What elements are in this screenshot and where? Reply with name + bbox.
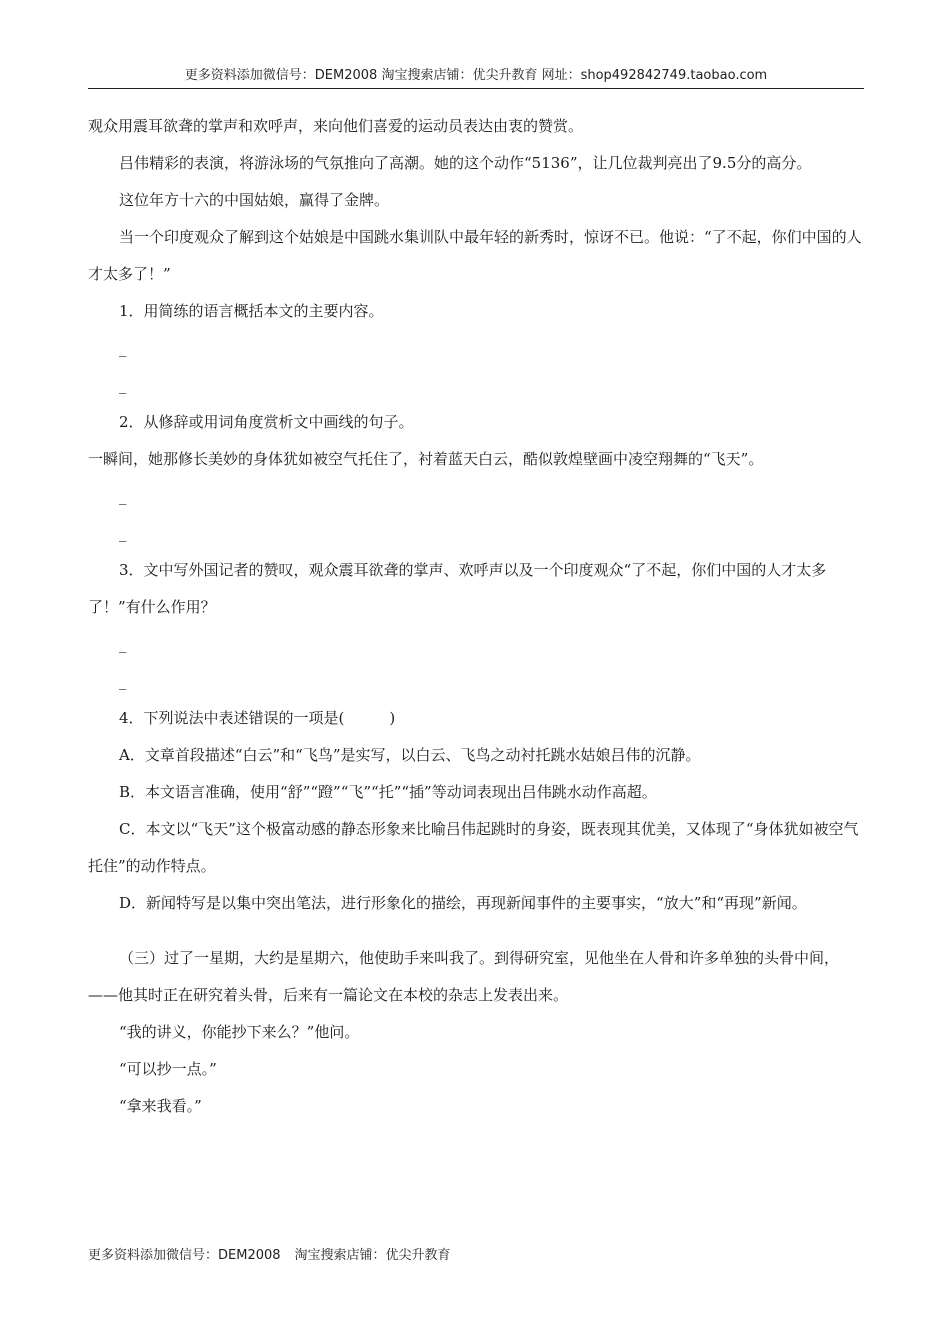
footer-wechat: 更多资料添加微信号：DEM2008	[88, 1248, 281, 1263]
passage2-paragraph-3: 这位年方十六的中国姑娘，赢得了金牌。	[119, 191, 390, 209]
header-text: 更多资料添加微信号：DEM2008 淘宝搜索店铺：优尖升教育 网址：shop492842749.taobao.com	[184, 68, 768, 83]
section-spacer	[88, 922, 864, 940]
passage2-paragraph-2: 吕伟精彩的表演，将游泳场的气氛推向了高潮。她的这个动作“5136”，让几位裁判亮出了9.5分的高分。	[119, 154, 812, 172]
document-body	[88, 108, 864, 1125]
question-2: 2．从修辞或用词角度赏析文中画线的句子。	[119, 413, 414, 431]
answer-blank-q1-2: _	[119, 376, 127, 394]
question-4-option-b: B．本文语言准确，使用“舒”“蹬”“飞”“托”“插”等动词表现出吕伟跳水动作高超。	[119, 783, 657, 801]
answer-blank-q3-1: _	[119, 635, 127, 653]
answer-blank-q2-2: _	[119, 524, 127, 542]
passage2-paragraph-1: 观众用震耳欲聋的掌声和欢呼声，来向他们喜爱的运动员表达由衷的赞赏。	[88, 117, 584, 135]
page-header	[88, 66, 864, 89]
question-4-option-d: D．新闻特写是以集中突出笔法，进行形象化的描绘，再现新闻事件的主要事实，“放大”和“再现”新闻。	[119, 894, 807, 912]
answer-blank-q3-2: _	[119, 672, 127, 690]
passage3-paragraph-1: （三）过了一星期，大约是星期六，他使助手来叫我了。到得研究室，见他坐在人骨和许多单独的头骨中间，——他其时正在研究着头骨，后来有一篇论文在本校的杂志上发表出来。	[88, 949, 840, 1004]
question-2-quote: 一瞬间，她那修长美妙的身体犹如被空气托住了，衬着蓝天白云，酷似敦煌壁画中凌空翔舞的“飞天”。	[88, 450, 764, 468]
footer-shop: 淘宝搜索店铺：优尖升教育	[294, 1248, 451, 1263]
passage3-paragraph-2: “我的讲义，你能抄下来么？”他问。	[119, 1023, 360, 1041]
question-4-option-c: C．本文以“飞天”这个极富动感的静态形象来比喻吕伟起跳时的身姿，既表现其优美，又体现了“身体犹如被空气托住”的动作特点。	[88, 820, 859, 875]
passage2-paragraph-4: 当一个印度观众了解到这个姑娘是中国跳水集训队中最年轻的新秀时，惊讶不已。他说：“了不起，你们中国的人才太多了！”	[88, 228, 862, 283]
page-footer	[88, 1246, 451, 1266]
answer-blank-q1-1: _	[119, 339, 127, 357]
answer-blank-q2-1: _	[119, 487, 127, 505]
question-4: 4．下列说法中表述错误的一项是( )	[119, 709, 396, 727]
question-4-option-a: A．文章首段描述“白云”和“飞鸟”是实写，以白云、飞鸟之动衬托跳水姑娘吕伟的沉静。	[119, 746, 701, 764]
question-3: 3．文中写外国记者的赞叹，观众震耳欲聋的掌声、欢呼声以及一个印度观众“了不起，你们中国的人才太多了！”有什么作用？	[88, 561, 827, 616]
question-1: 1．用简练的语言概括本文的主要内容。	[119, 302, 384, 320]
passage3-paragraph-4: “拿来我看。”	[119, 1097, 202, 1115]
passage3-paragraph-3: “可以抄一点。”	[119, 1060, 217, 1078]
